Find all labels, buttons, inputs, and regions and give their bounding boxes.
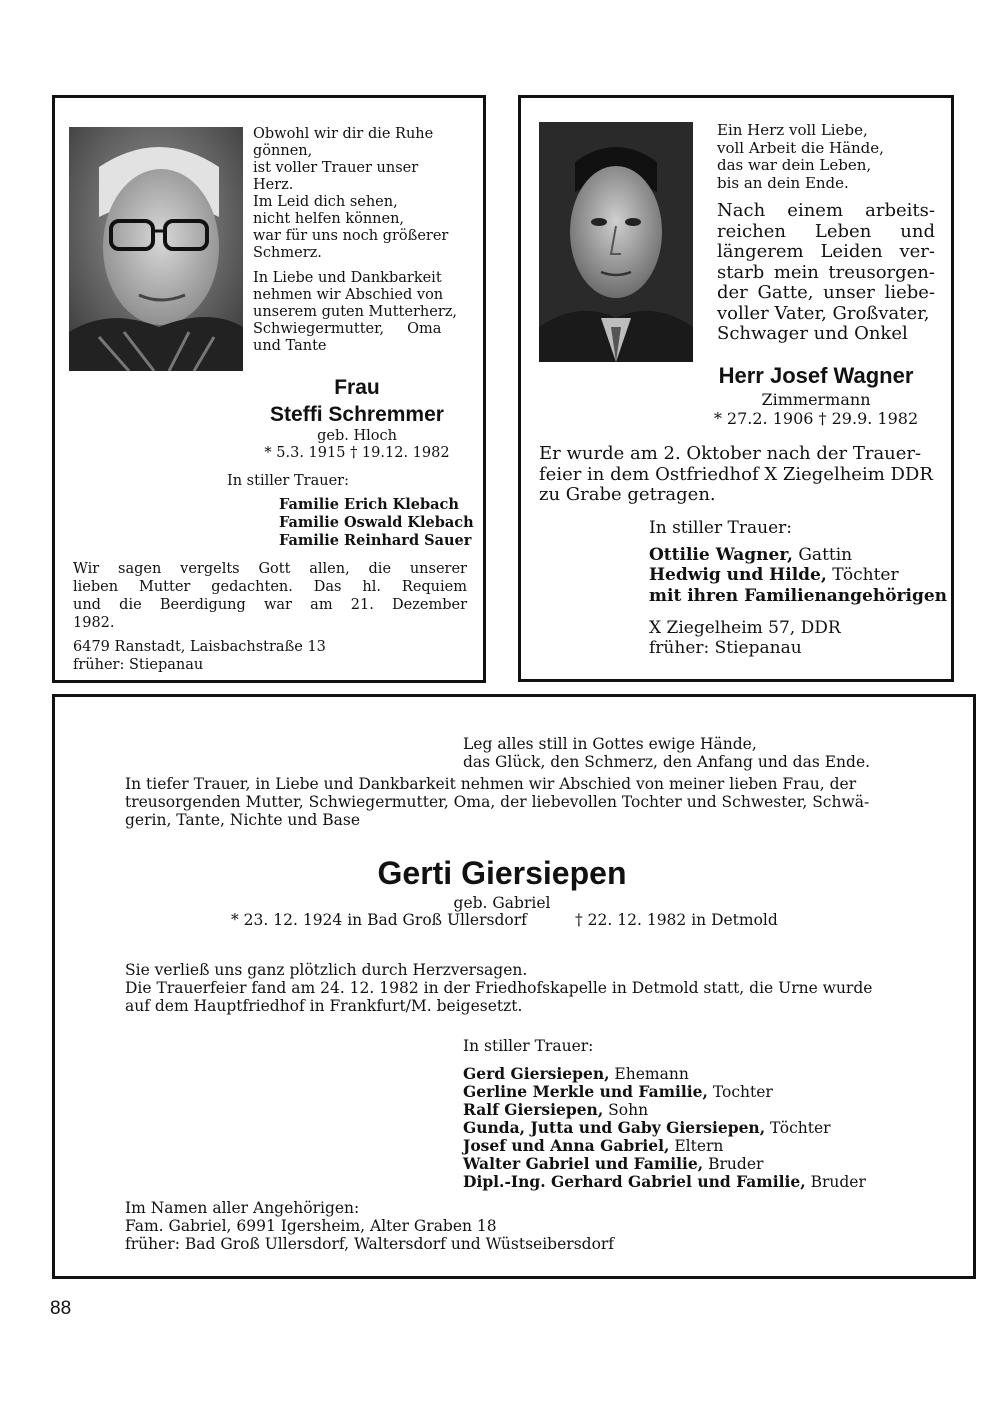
address-block <box>649 618 949 658</box>
poem-line: war für uns noch größerer <box>253 228 449 244</box>
obituary-wagner <box>518 95 954 682</box>
poem <box>253 126 483 355</box>
intro-line: Nach einem arbeits- <box>717 200 935 221</box>
poem-line: Schmerz. <box>253 245 322 261</box>
portrait-photo-schremmer <box>69 127 243 371</box>
mourner-name: Josef und Anna Gabriel, <box>463 1136 670 1155</box>
birth-name: geb. Hloch <box>317 428 397 444</box>
closing-line: Fam. Gabriel, 6991 Igersheim, Alter Graben 18 <box>125 1217 497 1235</box>
mourner <box>463 1173 903 1191</box>
address-line: früher: Stiepanau <box>73 657 204 673</box>
mourners-block <box>463 1037 903 1191</box>
mourner-name: Walter Gabriel und Familie, <box>463 1154 704 1173</box>
mourner-name: Gerline Merkle und Familie, <box>463 1082 708 1101</box>
body-line: auf dem Hauptfriedhof in Frankfurt/M. beigesetzt. <box>125 997 523 1015</box>
motto-line: das Glück, den Schmerz, den Anfang und das Ende. <box>463 753 871 771</box>
mourner <box>463 1101 903 1119</box>
poem-line: ist voller Trauer unser <box>253 160 419 176</box>
closing-line: 1982. <box>73 615 115 631</box>
portrait-photo-wagner <box>539 122 693 362</box>
intro-line: In Liebe und Dankbarkeit <box>253 270 442 286</box>
closing-text <box>125 1199 825 1253</box>
intro-line: voller Vater, Großvater, <box>717 302 930 324</box>
mourner <box>463 1137 903 1155</box>
mourner <box>463 1083 903 1101</box>
mourning-label: In stiller Trauer: <box>463 1037 594 1055</box>
birth-date: * 23. 12. 1924 in Bad Groß Ullersdorf <box>231 911 527 929</box>
mourner-relation: Gattin <box>792 544 853 565</box>
motto-line: Leg alles still in Gottes ewige Hände, <box>463 735 757 753</box>
mourner <box>649 586 949 607</box>
mourner-relation: Sohn <box>603 1101 649 1119</box>
body-line: Er wurde am 2. Oktober nach der Trauer- <box>539 443 922 464</box>
body-line: Die Trauerfeier fand am 24. 12. 1982 in der Friedhofskapelle in Detmold statt, die Urne wurde <box>125 979 873 997</box>
closing-line: Im Namen aller Angehörigen: <box>125 1199 360 1217</box>
mourning-label: In stiller Trauer: <box>227 473 349 489</box>
mourner-relation: Ehemann <box>609 1065 689 1083</box>
mourner-name: Hedwig und Hilde, <box>649 565 827 585</box>
address-line: 6479 Ranstadt, Laisbachstraße 13 <box>73 639 326 655</box>
poem-line: voll Arbeit die Hände, <box>717 138 884 157</box>
intro-line: und Tante <box>253 338 327 354</box>
mourner-relation: Töchter <box>765 1119 831 1137</box>
body-line: Sie verließ uns ganz plötzlich durch Herzversagen. <box>125 961 528 979</box>
intro-line: gerin, Tante, Nichte und Base <box>125 811 360 829</box>
mourner: Familie Reinhard Sauer <box>279 532 472 549</box>
address-line: früher: Stiepanau <box>649 638 802 658</box>
closing-line: lieben Mutter gedachten. Das hl. Requiem <box>73 579 467 595</box>
mourners-block <box>227 472 477 550</box>
obituary-schremmer <box>52 95 486 683</box>
intro-text <box>717 201 935 345</box>
mourner-relation: Eltern <box>669 1137 724 1155</box>
mourner: Familie Oswald Klebach <box>279 514 474 531</box>
mourner: Familie Erich Klebach <box>279 496 459 513</box>
closing-line: Wir sagen vergelts Gott allen, die unserer <box>73 561 467 577</box>
closing-line: früher: Bad Groß Ullersdorf, Waltersdorf und Wüstseibersdorf <box>125 1235 615 1253</box>
deceased-name: Herr Josef Wagner <box>718 363 914 388</box>
mourner <box>649 545 949 566</box>
intro-line: Schwager und Onkel <box>717 323 908 344</box>
life-dates: * 27.2. 1906 † 29.9. 1982 <box>713 409 919 428</box>
intro-line: reichen Leben und <box>717 220 935 242</box>
mourner <box>649 565 949 586</box>
intro-line: der Gatte, unser liebe- <box>717 282 935 303</box>
poem-line: Ein Herz voll Liebe, <box>717 121 868 139</box>
address-block <box>73 638 467 674</box>
poem-line: bis an dein Ende. <box>717 173 849 192</box>
intro-line: längerem Leiden ver- <box>717 241 935 262</box>
mourner <box>463 1119 903 1137</box>
mourner-relation: Bruder <box>805 1173 866 1191</box>
intro-line: Schwiegermutter, Oma <box>253 321 442 337</box>
poem <box>717 122 937 192</box>
body-text <box>125 961 905 1015</box>
mourner-relation: Bruder <box>703 1155 764 1173</box>
mourner-name: Ottilie Wagner, <box>649 544 793 565</box>
intro-line: starb mein treusorgen- <box>717 261 935 283</box>
intro-text <box>125 775 885 829</box>
deceased-name-block <box>55 853 949 913</box>
poem-line: das war dein Leben, <box>717 156 872 174</box>
body-line: feier in dem Ostfriedhof X Ziegelheim DDR <box>539 463 933 485</box>
motto <box>463 735 943 771</box>
mourner-name: mit ihren Familienangehörigen <box>649 585 948 606</box>
mourner-name: Dipl.-Ing. Gerhard Gabriel und Familie, <box>463 1172 806 1191</box>
birth-name: geb. Gabriel <box>453 894 551 912</box>
mourner-name: Gunda, Jutta und Gaby Giersiepen, <box>463 1118 766 1137</box>
death-date: † 22. 12. 1982 in Detmold <box>575 911 778 929</box>
life-dates: * 5.3. 1915 † 19.12. 1982 <box>264 445 450 461</box>
mourner-relation: Töchter <box>826 565 899 585</box>
address-line: X Ziegelheim 57, DDR <box>649 618 841 638</box>
deceased-name: Gerti Giersiepen <box>377 855 627 891</box>
mourner <box>463 1065 903 1083</box>
intro-line: unserem guten Mutterherz, <box>253 304 457 320</box>
poem-line: Im Leid dich sehen, <box>253 194 398 210</box>
intro-line: nehmen wir Abschied von <box>253 287 444 303</box>
mourner-name: Gerd Giersiepen, <box>463 1064 610 1083</box>
mourners-block <box>649 518 949 606</box>
poem-line: nicht helfen können, <box>253 211 405 227</box>
burial-text <box>539 444 939 506</box>
deceased-name-block <box>697 362 935 428</box>
deceased-name: Steffi Schremmer <box>270 403 444 426</box>
poem-line: Obwohl wir dir die Ruhe <box>253 126 434 142</box>
intro-line: In tiefer Trauer, in Liebe und Dankbarkeit nehmen wir Abschied von meiner lieben Frau, der <box>125 775 857 793</box>
mourning-label: In stiller Trauer: <box>649 518 792 538</box>
occupation: Zimmermann <box>761 390 871 409</box>
page-number: 88 <box>50 1298 72 1319</box>
salutation: Frau <box>334 376 380 399</box>
mourner <box>463 1155 903 1173</box>
mourner-name: Ralf Giersiepen, <box>463 1100 604 1119</box>
deceased-name-block <box>251 374 463 462</box>
closing-text <box>73 560 467 632</box>
obituary-giersiepen <box>52 694 976 1279</box>
mourner-relation: Tochter <box>707 1083 773 1101</box>
poem-line: gönnen, <box>253 143 313 159</box>
intro-line: treusorgenden Mutter, Schwiegermutter, Oma, der liebevollen Tochter und Schwester, Schwä- <box>125 793 870 811</box>
body-line: zu Grabe getragen. <box>539 484 716 505</box>
closing-line: und die Beerdigung war am 21. Dezember <box>73 597 467 613</box>
poem-line: Herz. <box>253 177 294 193</box>
